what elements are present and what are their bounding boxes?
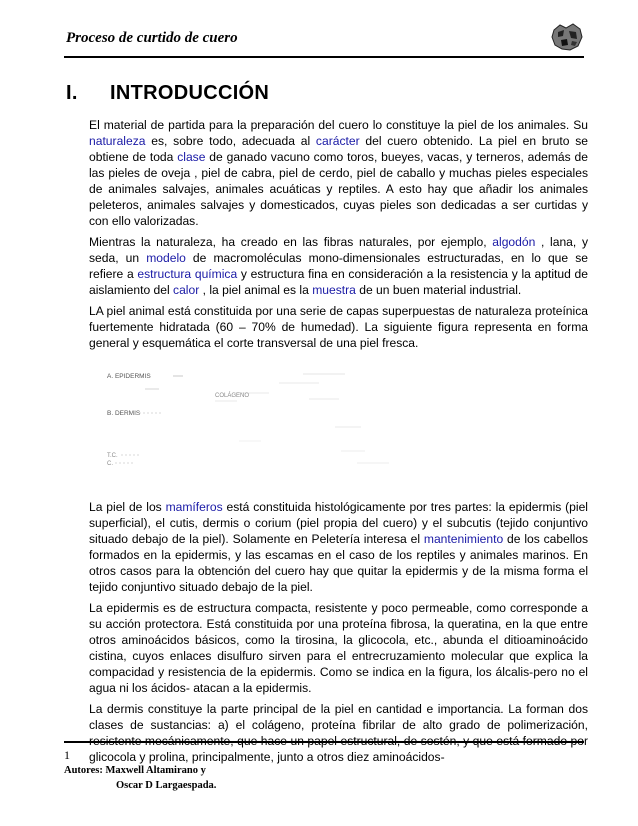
paragraph-layers: LA piel animal está constituida por una serie de capas superpuestas de naturaleza proteínica fuertemente hidratada (60 – 70% de humedad). La siguiente figura representa en forma general y esquemática el corte transversal de una piel fresca. [89, 304, 588, 350]
link-muestra[interactable]: muestra [312, 283, 356, 297]
link-calor[interactable]: calor [173, 283, 200, 297]
authors-credit [64, 763, 216, 793]
authors-line-1: Autores: Maxwell Altamirano y [64, 765, 206, 776]
header-divider [64, 56, 584, 58]
skin-cross-section-figure [89, 369, 588, 485]
link-naturaleza[interactable]: naturaleza [89, 134, 146, 148]
paragraph-mammals [89, 499, 588, 595]
text: de macromoléculas mono-dimensionales estructuradas, en lo que se refiere a [89, 251, 588, 281]
authors-line-2: Oscar D Largaespada. [116, 780, 217, 791]
label-dermis: B. DERMIS [107, 410, 141, 417]
link-mantenimiento[interactable]: mantenimiento [423, 532, 504, 546]
text: está constituida histológicamente por tres partes: la epidermis (piel superficial), el cutis, dermis o corium (piel propia del cuero) y el subcutis (tejido conjuntivo situado debajo de la piel). Solamente en Peletería interesa el [89, 500, 588, 546]
text: , lana, y seda, un [89, 235, 588, 265]
label-subcutis: C. [107, 461, 113, 467]
footer-divider [64, 741, 584, 743]
label-epidermis: A. EPIDERMIS [107, 373, 151, 380]
text: y estructura fina en consideración a la resistencia y la aptitud de aislamiento del [89, 267, 588, 297]
link-caracter[interactable]: carácter [315, 134, 360, 148]
link-algodon[interactable]: algodón [492, 235, 536, 249]
text: de los cabellos formados en la epidermis, y las escamas en el caso de los reptiles y animales marinos. En otros casos para la obtención del cuero hay que quitar la epidermis y de la misma forma el tejido conjuntivo situado debajo de la piel. [89, 532, 588, 594]
link-estructura-quimica[interactable]: estructura química [137, 267, 238, 281]
section-number: I. [66, 82, 78, 104]
text: de un buen material industrial. [355, 283, 522, 297]
paragraph-epidermis: La epidermis es de estructura compacta, resistente y poco permeable, como corresponde a su acción protectora. Está constituida por una proteína fibrosa, la queratina, en la que entre otros aminoácidos básicos, como la tirosina, la glicocola, etc., abunda el ditioaminoácido cistina, cuyos enlaces disulfuro sirven para el entrecruzamiento molecular que explica la compacidad y resistencia de la epidermis. Como se indica en la figura, los álcalis-pero no el agua ni los ácidos- atacan a la epidermis. [89, 601, 588, 695]
link-modelo[interactable]: modelo [146, 251, 186, 265]
section-title: INTRODUCCIÓN [110, 82, 270, 104]
paragraph-intro [89, 117, 588, 229]
link-mamiferos[interactable]: mamíferos [165, 500, 223, 514]
text: del cuero obtenido. La piel en bruto se obtiene de toda [89, 134, 588, 164]
text: es, sobre todo, adecuada al [145, 134, 316, 148]
text: El material de partida para la preparación del cuero lo constituye la piel de los animales. Su [89, 118, 588, 132]
paragraph-fibers [89, 234, 588, 298]
document-body [89, 117, 588, 770]
text: La piel de los [89, 500, 166, 514]
page-number: 1 [64, 748, 70, 762]
section-heading [66, 82, 269, 105]
header-title: Proceso de curtido de cuero [66, 30, 238, 46]
label-colageno: COLÁGENO [215, 393, 250, 399]
label-tejido: T.C. [107, 453, 118, 459]
text: Mientras la naturaleza, ha creado en las fibras naturales, por ejemplo, [89, 235, 493, 249]
paragraph-dermis: La dermis constituye la parte principal de la piel en cantidad e importancia. La forman dos clases de sustancias: a) el colágeno, proteína fibrilar de alto grado de polimerización, resistente mecánicamente, que hace un papel estructural, de sostén, y que está formado por glicocola y prolina, principalmente, junto a otros diez aminoácidos- [89, 702, 588, 764]
page-header [64, 28, 584, 54]
cowhide-logo-icon [550, 22, 584, 52]
skin-diagram [89, 369, 588, 485]
link-clase[interactable]: clase [177, 150, 206, 164]
text: de ganado vacuno como toros, bueyes, vacas, y terneros, además de las pieles de oveja , piel de cabra, piel de cerdo, piel de caballo y muchas pieles especiales de animales salvajes, animales acuáticas y reptiles. A esto hay que añadir los animales peleteros, animales salvajes y domesticados, cuyas pieles son dedicadas a ser curtidas y con ello valorizadas. [89, 150, 588, 228]
text: , la piel animal es la [199, 283, 313, 297]
